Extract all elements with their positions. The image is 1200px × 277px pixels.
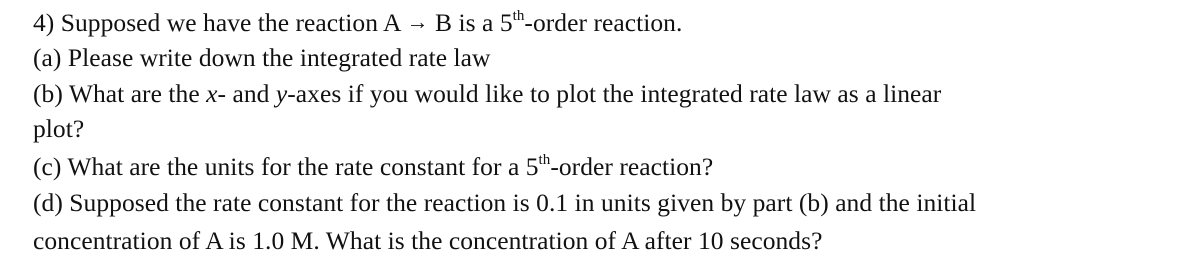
- question-part-b: [33, 79, 941, 109]
- part-b-middle: - and: [217, 79, 276, 108]
- part-c-prefix: (c) What are the units for the rate constant for a 5: [33, 152, 539, 181]
- order-superscript: th: [512, 7, 525, 24]
- order-superscript: th: [538, 151, 551, 168]
- problem-statement: [33, 8, 682, 39]
- part-b-prefix: (b) What are the: [33, 79, 207, 108]
- x-variable: x: [206, 79, 218, 108]
- part-b-suffix: -axes if you would like to plot the integrated rate law as a linear: [287, 79, 942, 108]
- question-part-d-continuation: concentration of A is 1.0 M. What is the concentration of A after 10 seconds?: [33, 226, 823, 255]
- question-part-d: (d) Supposed the rate constant for the reaction is 0.1 in units given by part (b) and the initial: [33, 188, 977, 217]
- question-part-c: [33, 152, 713, 182]
- reaction-arrow-icon: →: [406, 9, 429, 34]
- question-part-a: (a) Please write down the integrated rate law: [33, 43, 491, 72]
- statement-after-arrow: B is a 5: [428, 8, 513, 37]
- statement-prefix: 4) Supposed we have the reaction A: [33, 8, 407, 37]
- question-part-b-continuation: plot?: [33, 114, 85, 143]
- y-variable: y: [275, 79, 288, 108]
- statement-suffix: -order reaction.: [524, 8, 683, 37]
- part-c-suffix: -order reaction?: [550, 152, 714, 181]
